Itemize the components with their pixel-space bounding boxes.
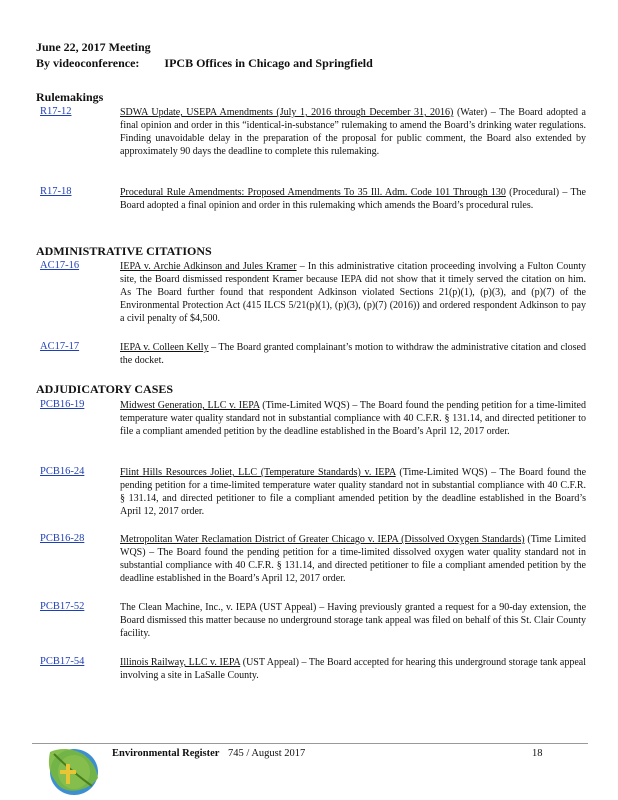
docket-link[interactable]: R17-18 [40, 186, 72, 197]
entry-text [120, 533, 586, 585]
entry-text [120, 656, 586, 682]
entry-title: Flint Hills Resources Joliet, LLC (Temperature Standards) v. IEPA [120, 467, 396, 478]
entry-title: Illinois Railway, LLC v. IEPA [120, 657, 241, 668]
footer-issue: 745 / August 2017 [228, 748, 306, 759]
entry-body: (UST Appeal) – The Board accepted for hearing this underground storage tank appeal involving a site in LaSalle County. [120, 657, 587, 681]
entry-text [120, 260, 586, 325]
leaf-logo-icon [44, 742, 108, 798]
entry-body: (Time-Limited WQS) – The Board found the pending petition for a time-limited temperature water quality standard not in substantial compliance with 40 C.F.R. § 131.14, and directed petitioner to file a compliant amended petition by the deadline established in the Board’s April 12, 2017 order. [120, 400, 586, 437]
docket-link[interactable]: AC17-17 [40, 341, 80, 352]
entry-body: (Water) – The Board adopted a final opinion and order in this “identical-in-substance” rulemaking to amend the Board’s drinking water regulations. Finding unavoidable delay in the preparation of the proposal for public comment, the Board also extended by approximately 90 days the deadline to complete this rulemaking. [120, 107, 586, 157]
page-number: 18 [532, 748, 543, 759]
entry-text [120, 341, 586, 367]
footer-title: Environmental Register [112, 748, 220, 759]
entry-text [120, 601, 586, 640]
entry-body: (Time Limited WQS) – The Board found the pending petition for a time-limited dissolved oxygen water quality standard not in substantial compliance with 40 C.F.R. § 131.14, and directed petitioner to file a compliant amended petition by the deadline established in the Board’s April 12, 2017 order. [120, 534, 586, 584]
location-label: By videoconference: [36, 56, 140, 70]
section-adjudicatory-cases: ADJUDICATORY CASES [36, 382, 174, 396]
entry-title: SDWA Update, USEPA Amendments (July 1, 2016 through December 31, 2016) [120, 107, 454, 118]
docket-link[interactable]: PCB16-24 [40, 466, 85, 477]
footer-rule [32, 743, 588, 744]
docket-link[interactable]: AC17-16 [40, 260, 80, 271]
docket-link[interactable]: PCB16-19 [40, 399, 85, 410]
entry-body: (Procedural) – The Board adopted a final opinion and order in this rulemaking which amends the Board’s procedural rules. [120, 187, 586, 211]
entry-title: IEPA v. Archie Adkinson and Jules Kramer [120, 261, 297, 272]
entry-title: IEPA v. Colleen Kelly [120, 342, 209, 353]
docket-link[interactable]: PCB17-54 [40, 656, 85, 667]
docket-link[interactable]: R17-12 [40, 106, 72, 117]
docket-link[interactable]: PCB17-52 [40, 601, 85, 612]
entry-text [120, 399, 586, 438]
entry-body: – In this administrative citation proceeding involving a Fulton County site, the Board dismissed respondent Kramer because IEPA did not show that it timely served the citation on him. As The Board further found that respondent Adkinson violated Sections 21(p)(1), (p)(3), and (p)(7) of the Environmental Protection Act (415 ILCS 5/21(p)(1), (p)(3), (p)(7) (2016)) and ordered respondent Adkinson to pay a civil penalty of $4,500. [120, 261, 586, 324]
docket-link[interactable]: PCB16-28 [40, 533, 85, 544]
meeting-date: June 22, 2017 Meeting [36, 40, 151, 54]
entry-body: – The Board granted complainant’s motion to withdraw the administrative citation and closed the docket. [120, 342, 586, 366]
section-administrative-citations: ADMINISTRATIVE CITATIONS [36, 244, 212, 258]
entry-body: (Time-Limited WQS) – The Board found the pending petition for a time-limited temperature water quality standard not in substantial compliance with 40 C.F.R. § 131.14, and directed petitioner to file a compliant amended petition by the deadline established in the Board’s April 12, 2017 order. [120, 467, 587, 517]
entry-title: Metropolitan Water Reclamation District of Greater Chicago v. IEPA (Dissolved Oxygen Standards) [120, 534, 525, 545]
entry-text [120, 466, 586, 518]
location-value: IPCB Offices in Chicago and Springfield [164, 56, 373, 70]
entry-title: Midwest Generation, LLC v. IEPA [120, 400, 260, 411]
entry-text [120, 186, 586, 212]
entry-body: (UST Appeal) – Having previously granted a request for a 90-day extension, the Board dismissed this matter because no underground storage tank appeal was filed on behalf of this St. Clair County facility. [120, 602, 587, 639]
entry-text [120, 106, 586, 158]
entry-title: Procedural Rule Amendments: Proposed Amendments To 35 Ill. Adm. Code 101 Through 130 [120, 187, 506, 198]
section-rulemakings: Rulemakings [36, 90, 104, 104]
entry-title: The Clean Machine, Inc., v. IEPA [120, 602, 257, 613]
meeting-location [36, 56, 373, 70]
